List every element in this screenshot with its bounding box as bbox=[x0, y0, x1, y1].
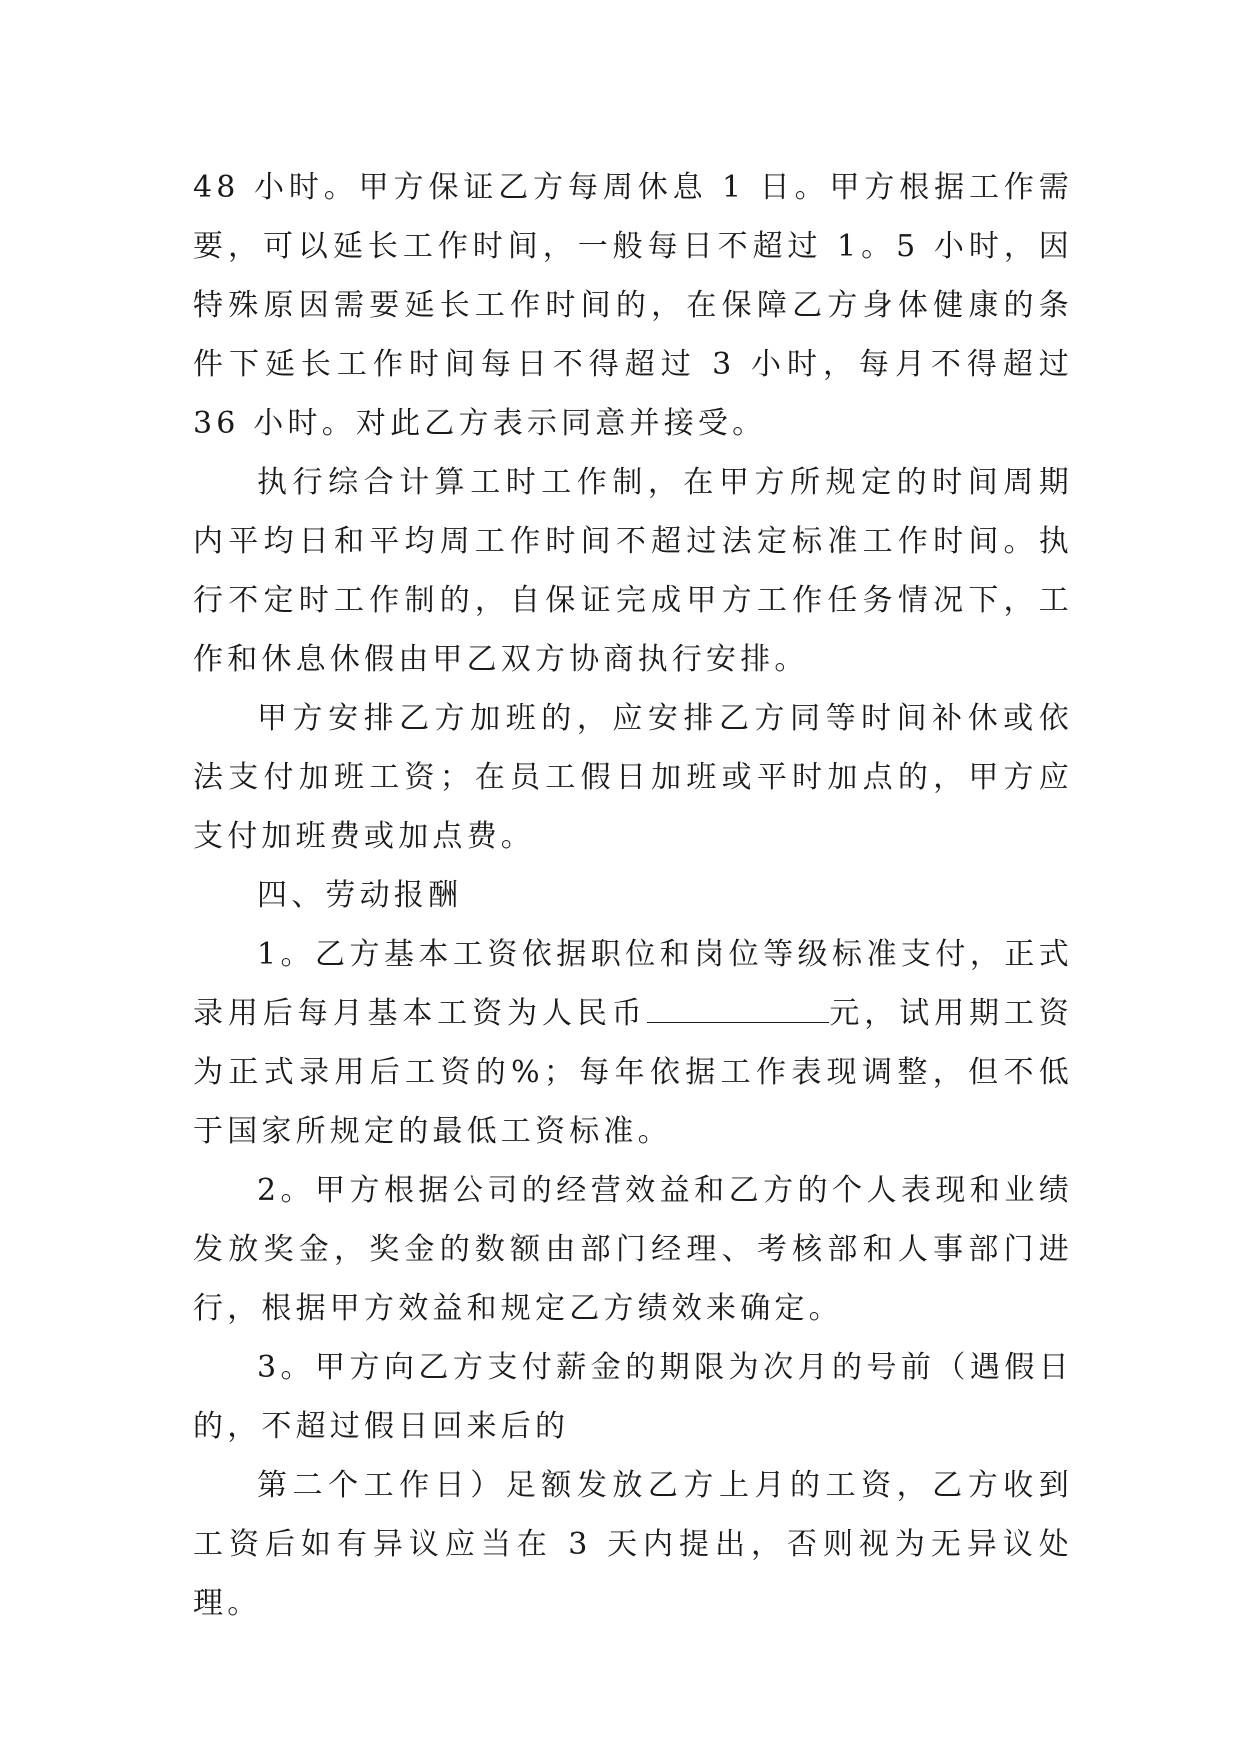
item-payment-date-continued: 第二个工作日）足额发放乙方上月的工资，乙方收到工资后如有异议应当在 3 天内提出，否则视为无异议处理。 bbox=[193, 1468, 1073, 1621]
item-basic-salary-text: 1。乙方基本工资依据职位和岗位等级标准支付，正式录用后每月基本工资为人民币 bbox=[193, 937, 1073, 1031]
item-payment-date: 3。甲方向乙方支付薪金的期限为次月的号前（遇假日的，不超过假日回来后的 bbox=[193, 1350, 1073, 1444]
item-basic-salary-text-cont: 元，试用期工资为正式录用后工资的%；每年依据工作表现调整，但不低于国家所规定的最低工资标准。 bbox=[193, 996, 1073, 1149]
paragraph-working-hours: 48 小时。甲方保证乙方每周休息 1 日。甲方根据工作需要，可以延长工作时间，一般每日不超过 1。5 小时，因特殊原因需要延长工作时间的，在保障乙方身体健康的条件下延长工作时间每日不得超过 3 小时，每月不得超过 36 小时。对此乙方表示同意并接受。 bbox=[193, 170, 1073, 441]
section-heading-remuneration: 四、劳动报酬 bbox=[257, 878, 463, 913]
document-body bbox=[193, 158, 1073, 1633]
paragraph-overtime: 甲方安排乙方加班的，应安排乙方同等时间补休或依法支付加班工资；在员工假日加班或平时加点的，甲方应支付加班费或加点费。 bbox=[193, 701, 1073, 854]
paragraph-comprehensive-hours: 执行综合计算工时工作制，在甲方所规定的时间周期内平均日和平均周工作时间不超过法定标准工作时间。执行不定时工作制的，自保证完成甲方工作任务情况下，工作和休息休假由甲乙双方协商执行安排。 bbox=[193, 465, 1073, 677]
item-bonus: 2。甲方根据公司的经营效益和乙方的个人表现和业绩发放奖金，奖金的数额由部门经理、考核部和人事部门进行，根据甲方效益和规定乙方绩效来确定。 bbox=[193, 1173, 1073, 1326]
salary-amount-blank bbox=[647, 996, 829, 1023]
item-basic-salary bbox=[193, 925, 1073, 1161]
